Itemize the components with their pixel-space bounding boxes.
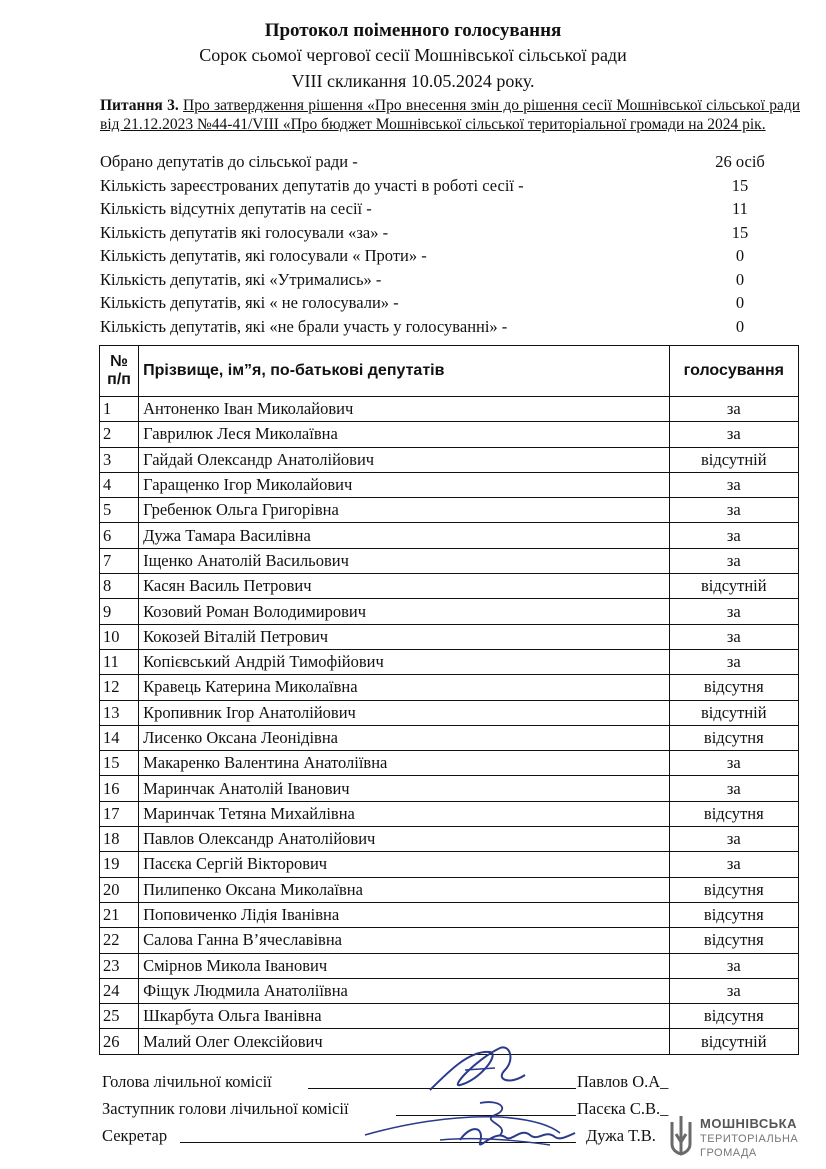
protocol-title: Протокол поіменного голосування [264, 20, 562, 41]
deputy-name: Дужа Тамара Василівна [139, 523, 670, 548]
table-row [100, 751, 799, 776]
stat-row [100, 246, 800, 270]
table-row [100, 523, 799, 548]
vote-result: відсутня [669, 902, 798, 927]
vote-result: за [669, 751, 798, 776]
vote-result: відсутній [669, 447, 798, 472]
row-number: 6 [100, 523, 139, 548]
deputy-name: Кропивник Ігор Анатолійович [139, 700, 670, 725]
vote-result: за [669, 827, 798, 852]
deputy-name: Фіщук Людмила Анатоліївна [139, 978, 670, 1003]
row-number: 22 [100, 928, 139, 953]
table-row [100, 624, 799, 649]
row-number: 4 [100, 472, 139, 497]
vote-result: відсутня [669, 877, 798, 902]
table-row [100, 574, 799, 599]
secretary-name: Дужа Т.В. [586, 1126, 656, 1145]
stat-label: Кількість відсутніх депутатів на сесії - [100, 199, 372, 218]
deputy-name: Козовий Роман Володимирович [139, 599, 670, 624]
vote-result: відсутній [669, 700, 798, 725]
vote-result: за [669, 649, 798, 674]
deputy-name: Салова Ганна В’ячеславівна [139, 928, 670, 953]
table-row [100, 422, 799, 447]
vote-result: за [669, 397, 798, 422]
community-logo [666, 1114, 816, 1164]
vote-result: за [669, 472, 798, 497]
row-number: 5 [100, 498, 139, 523]
deputy-name: Пилипенко Оксана Миколаївна [139, 877, 670, 902]
table-row [100, 1004, 799, 1029]
deputy-name: Гайдай Олександр Анатолійович [139, 447, 670, 472]
row-number: 2 [100, 422, 139, 447]
row-number: 25 [100, 1004, 139, 1029]
stat-row [100, 199, 800, 223]
deputy-name: Кравець Катерина Миколаївна [139, 675, 670, 700]
deputy-name: Смірнов Микола Іванович [139, 953, 670, 978]
row-number: 24 [100, 978, 139, 1003]
stat-value: 0 [735, 316, 745, 336]
session-subtitle: Сорок сьомої чергової сесії Мошнівської сільської ради [199, 45, 627, 65]
stat-value: 0 [735, 269, 745, 289]
secretary-label: Секретар [102, 1126, 168, 1145]
row-number: 8 [100, 574, 139, 599]
stat-row [100, 293, 800, 317]
table-row [100, 649, 799, 674]
vote-result: за [669, 599, 798, 624]
agenda-question [100, 96, 800, 134]
deputy-name: Пасєка Сергій Вікторович [139, 852, 670, 877]
stat-label: Кількість зареєстрованих депутатів до участі в роботі сесії - [100, 175, 524, 195]
stat-row [100, 223, 800, 247]
row-number: 12 [100, 675, 139, 700]
vote-statistics [100, 152, 800, 340]
table-header-row [100, 346, 799, 397]
secretary-handwritten-signature [450, 1115, 580, 1155]
table-row [100, 397, 799, 422]
table-body [100, 397, 799, 1055]
table-row [100, 902, 799, 927]
vote-result: за [669, 978, 798, 1003]
deputy-name: Маринчак Анатолій Іванович [139, 776, 670, 801]
vote-result: за [669, 523, 798, 548]
stat-label: Кількість депутатів, які «не брали участь у голосуванні» - [100, 316, 508, 336]
table-row [100, 498, 799, 523]
chair-name: Павлов О.А_ [577, 1072, 669, 1091]
logo-line-3: ГРОМАДА [700, 1147, 757, 1159]
row-number: 19 [100, 852, 139, 877]
table-row [100, 447, 799, 472]
vote-result: за [669, 953, 798, 978]
deputy-name: Гаврилюк Леся Миколаївна [139, 422, 670, 447]
table-row [100, 827, 799, 852]
session-date: VIII скликання 10.05.2024 року. [291, 71, 535, 91]
table-row [100, 725, 799, 750]
table-row [100, 953, 799, 978]
row-number: 15 [100, 751, 139, 776]
deputy-name: Лисенко Оксана Леонідівна [139, 725, 670, 750]
chair-handwritten-signature [420, 1040, 530, 1100]
stat-value: 0 [735, 246, 745, 265]
deputy-name: Кокозей Віталій Петрович [139, 624, 670, 649]
stat-value: 15 [731, 175, 749, 195]
row-number: 14 [100, 725, 139, 750]
table-row [100, 675, 799, 700]
deputy-name: Копієвський Андрій Тимофійович [139, 649, 670, 674]
vote-result: відсутня [669, 801, 798, 826]
table-row [100, 776, 799, 801]
deputy-name: Поповиченко Лідія Іванівна [139, 902, 670, 927]
deputy-name: Павлов Олександр Анатолійович [139, 827, 670, 852]
vote-result: за [669, 624, 798, 649]
table-row [100, 700, 799, 725]
row-number: 17 [100, 801, 139, 826]
table-row [100, 801, 799, 826]
row-number: 26 [100, 1029, 139, 1054]
row-number: 18 [100, 827, 139, 852]
stat-label: Кількість депутатів які голосували «за» - [100, 222, 389, 242]
vote-result: відсутня [669, 928, 798, 953]
deputy-name: Антоненко Іван Миколайович [139, 397, 670, 422]
table-row [100, 877, 799, 902]
stat-value: 26 осіб [715, 152, 765, 171]
row-number: 10 [100, 624, 139, 649]
stat-value: 0 [735, 293, 745, 312]
row-number: 1 [100, 397, 139, 422]
deputy-name: Макаренко Валентина Анатоліївна [139, 751, 670, 776]
row-number: 13 [100, 700, 139, 725]
logo-line-2: ТЕРИТОРІАЛЬНА [700, 1133, 799, 1145]
row-number: 9 [100, 599, 139, 624]
trident-emblem-icon [666, 1114, 696, 1160]
row-number: 11 [100, 649, 139, 674]
table-row [100, 852, 799, 877]
vote-result: за [669, 776, 798, 801]
table-row [100, 472, 799, 497]
stat-row [100, 317, 800, 341]
vote-result: відсутня [669, 1004, 798, 1029]
row-number: 3 [100, 447, 139, 472]
header-number: № п/п [100, 346, 139, 397]
vote-result: відсутній [669, 574, 798, 599]
header-vote: голосування [669, 346, 798, 397]
row-number: 23 [100, 953, 139, 978]
deputy-name: Малий Олег Олексійович [139, 1029, 670, 1054]
header-name: Прізвище, ім”я, по-батькові депутатів [139, 346, 670, 397]
deputy-name: Гребенюк Ольга Григорівна [139, 498, 670, 523]
stat-row [100, 152, 800, 176]
question-label: Питання 3. [100, 97, 179, 114]
stat-label: Обрано депутатів до сільської ради - [100, 152, 358, 171]
stat-value: 11 [732, 199, 748, 218]
deputy-label: Заступник голови лічильної комісії [102, 1099, 349, 1118]
roll-call-table [99, 345, 799, 1055]
table-row [100, 548, 799, 573]
chair-label: Голова лічильної комісії [102, 1072, 272, 1091]
stat-value: 15 [731, 222, 749, 242]
vote-result: за [669, 422, 798, 447]
deputy-name: Шкарбута Ольга Іванівна [139, 1004, 670, 1029]
row-number: 20 [100, 877, 139, 902]
deputy-name: Маринчак Тетяна Михайлівна [139, 801, 670, 826]
table-row [100, 928, 799, 953]
stat-label: Кількість депутатів, які « не голосували» - [100, 293, 399, 312]
deputy-name: Касян Василь Петрович [139, 574, 670, 599]
vote-result: за [669, 548, 798, 573]
stat-row [100, 176, 800, 200]
vote-result: за [669, 498, 798, 523]
vote-result: відсутня [669, 675, 798, 700]
logo-line-1: МОШНІВСЬКА [700, 1116, 797, 1131]
table-row [100, 978, 799, 1003]
stat-label: Кількість депутатів, які «Утримались» - [100, 269, 382, 289]
vote-result: відсутній [669, 1029, 798, 1054]
row-number: 16 [100, 776, 139, 801]
row-number: 21 [100, 902, 139, 927]
deputy-name: Пасєка С.В._ [577, 1099, 669, 1118]
table-row [100, 599, 799, 624]
deputy-name: Гаращенко Ігор Миколайович [139, 472, 670, 497]
row-number: 7 [100, 548, 139, 573]
stat-row [100, 270, 800, 294]
vote-result: за [669, 852, 798, 877]
question-text: Про затвердження рішення «Про внесення змін до рішення сесії Мошнівської сільської ради від 21.12.2023 №44-41/VIII «Про бюджет Мошнівської сільської територіальної громади на 2024 рік. [100, 97, 801, 133]
deputy-name: Іщенко Анатолій Васильович [139, 548, 670, 573]
stat-label: Кількість депутатів, які голосували « Проти» - [100, 246, 427, 265]
vote-result: відсутня [669, 725, 798, 750]
